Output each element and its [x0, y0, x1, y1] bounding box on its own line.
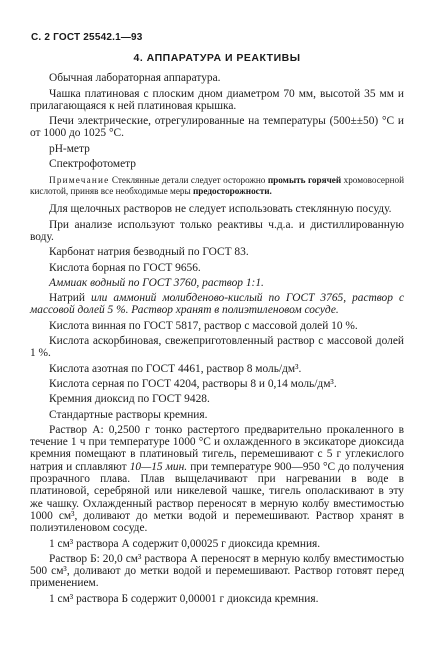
- paragraph-nitric-acid: Кислота азотная по ГОСТ 4461, раствор 8 моль/дм³.: [49, 362, 302, 375]
- paragraph-sulfuric-acid: Кислота серная по ГОСТ 4204, растворы 8 и 0,14 моль/дм³.: [49, 377, 337, 390]
- molybdate-prefix: Натрий: [49, 292, 92, 305]
- ammonia-italic: Аммиак водный по ГОСТ 3760, раствор 1:1.: [49, 276, 264, 289]
- paragraph-ph-meter: pH-метр: [49, 142, 90, 155]
- paragraph-solution-b-content: 1 см³ раствора Б содержит 0,00001 г диоксида кремния.: [49, 592, 319, 605]
- paragraph-solution-a: [30, 424, 404, 535]
- paragraph-platinum-dish: Чашка платиновая с плоским дном диаметром 70 мм, высотой 35 мм и прилагающаяся к ней платиновая крышка.: [30, 87, 404, 112]
- solution-a-part-1: Раствор А: 0,2500 г тонко растертого предварительно прокаленного в течение 1 ч при температуре 1000 °С и охлажденного в эксикаторе диоксида кремния помещают в платиновый тигель, перемешивают с 5 г углекислого натрия и сплавляют: [30, 423, 404, 473]
- paragraph-alkaline: Для щелочных растворов не следует использовать стеклянную посуду.: [49, 203, 392, 216]
- paragraph-solution-b: Раствор Б: 20,0 см³ раствора А переносят в мерную колбу вместимостью 500 см³, доливают до метки водой и перемешивают. Раствор готовят перед применением.: [30, 552, 404, 590]
- note-paragraph: [30, 175, 404, 197]
- section-title: 4. АППАРАТУРА И РЕАКТИВЫ: [133, 52, 301, 64]
- paragraph-spectrophotometer: Спектрофотометр: [49, 158, 136, 171]
- note-emphasis-2: предосторожности.: [192, 186, 272, 197]
- paragraph-furnaces: Печи электрические, отрегулированные на температуры (500±±50) °С и от 1000 до 1025 °С.: [30, 115, 404, 140]
- note-text-2: хромовосерной кислотой, приняв все необходимые меры: [30, 175, 405, 197]
- page-header: С. 2 ГОСТ 25542.1—93: [31, 32, 143, 43]
- paragraph-solution-a-content: 1 см³ раствора А содержит 0,00025 г диоксида кремния.: [49, 537, 321, 550]
- note-emphasis-1: промыть горячей: [267, 175, 342, 186]
- paragraph-sodium-carbonate: Карбонат натрия безводный по ГОСТ 83.: [49, 246, 249, 259]
- molybdate-italic: или аммоний молибденово-кислый по ГОСТ 3765, раствор с массовой долей 5 %. Раствор хранят в полиэтиленовом сосуде.: [30, 292, 404, 317]
- solution-a-time: 10—15 мин.: [129, 460, 188, 473]
- paragraph-ascorbic-acid: Кислота аскорбиновая, свежеприготовленный раствор с массовой долей 1 %.: [30, 335, 404, 360]
- paragraph-equipment: Обычная лабораторная аппаратура.: [49, 72, 221, 85]
- paragraph-ammonia: [30, 277, 404, 289]
- paragraph-molybdate: [30, 292, 404, 317]
- paragraph-standard-solutions: Стандартные растворы кремния.: [49, 408, 208, 421]
- note-label: Примечание: [49, 175, 110, 186]
- paragraph-boric-acid: Кислота борная по ГОСТ 9656.: [49, 261, 201, 274]
- document-body: [30, 52, 404, 608]
- paragraph-silicon-dioxide: Кремния диоксид по ГОСТ 9428.: [49, 393, 210, 406]
- note-text: Стеклянные детали следует осторожно: [109, 175, 268, 186]
- solution-a-part-2: при температуре 900—950 °С до получения прозрачного плава. Плав выщелачивают при нагревании в воде в платиновой, серебряной или никелевой чашке, тигель ополаскивают в эту же чашку. Охлажденный раствор переносят в мерную колбу вместимостью 1000 см³, доливают до метки водой и перемешивают. Раствор хранят в полиэтиленовом сосуде.: [30, 460, 404, 535]
- paragraph-reagents: При анализе используют только реактивы ч.д.а. и дистиллированную воду.: [30, 218, 404, 243]
- paragraph-tartaric-acid: Кислота винная по ГОСТ 5817, раствор с массовой долей 10 %.: [49, 319, 358, 332]
